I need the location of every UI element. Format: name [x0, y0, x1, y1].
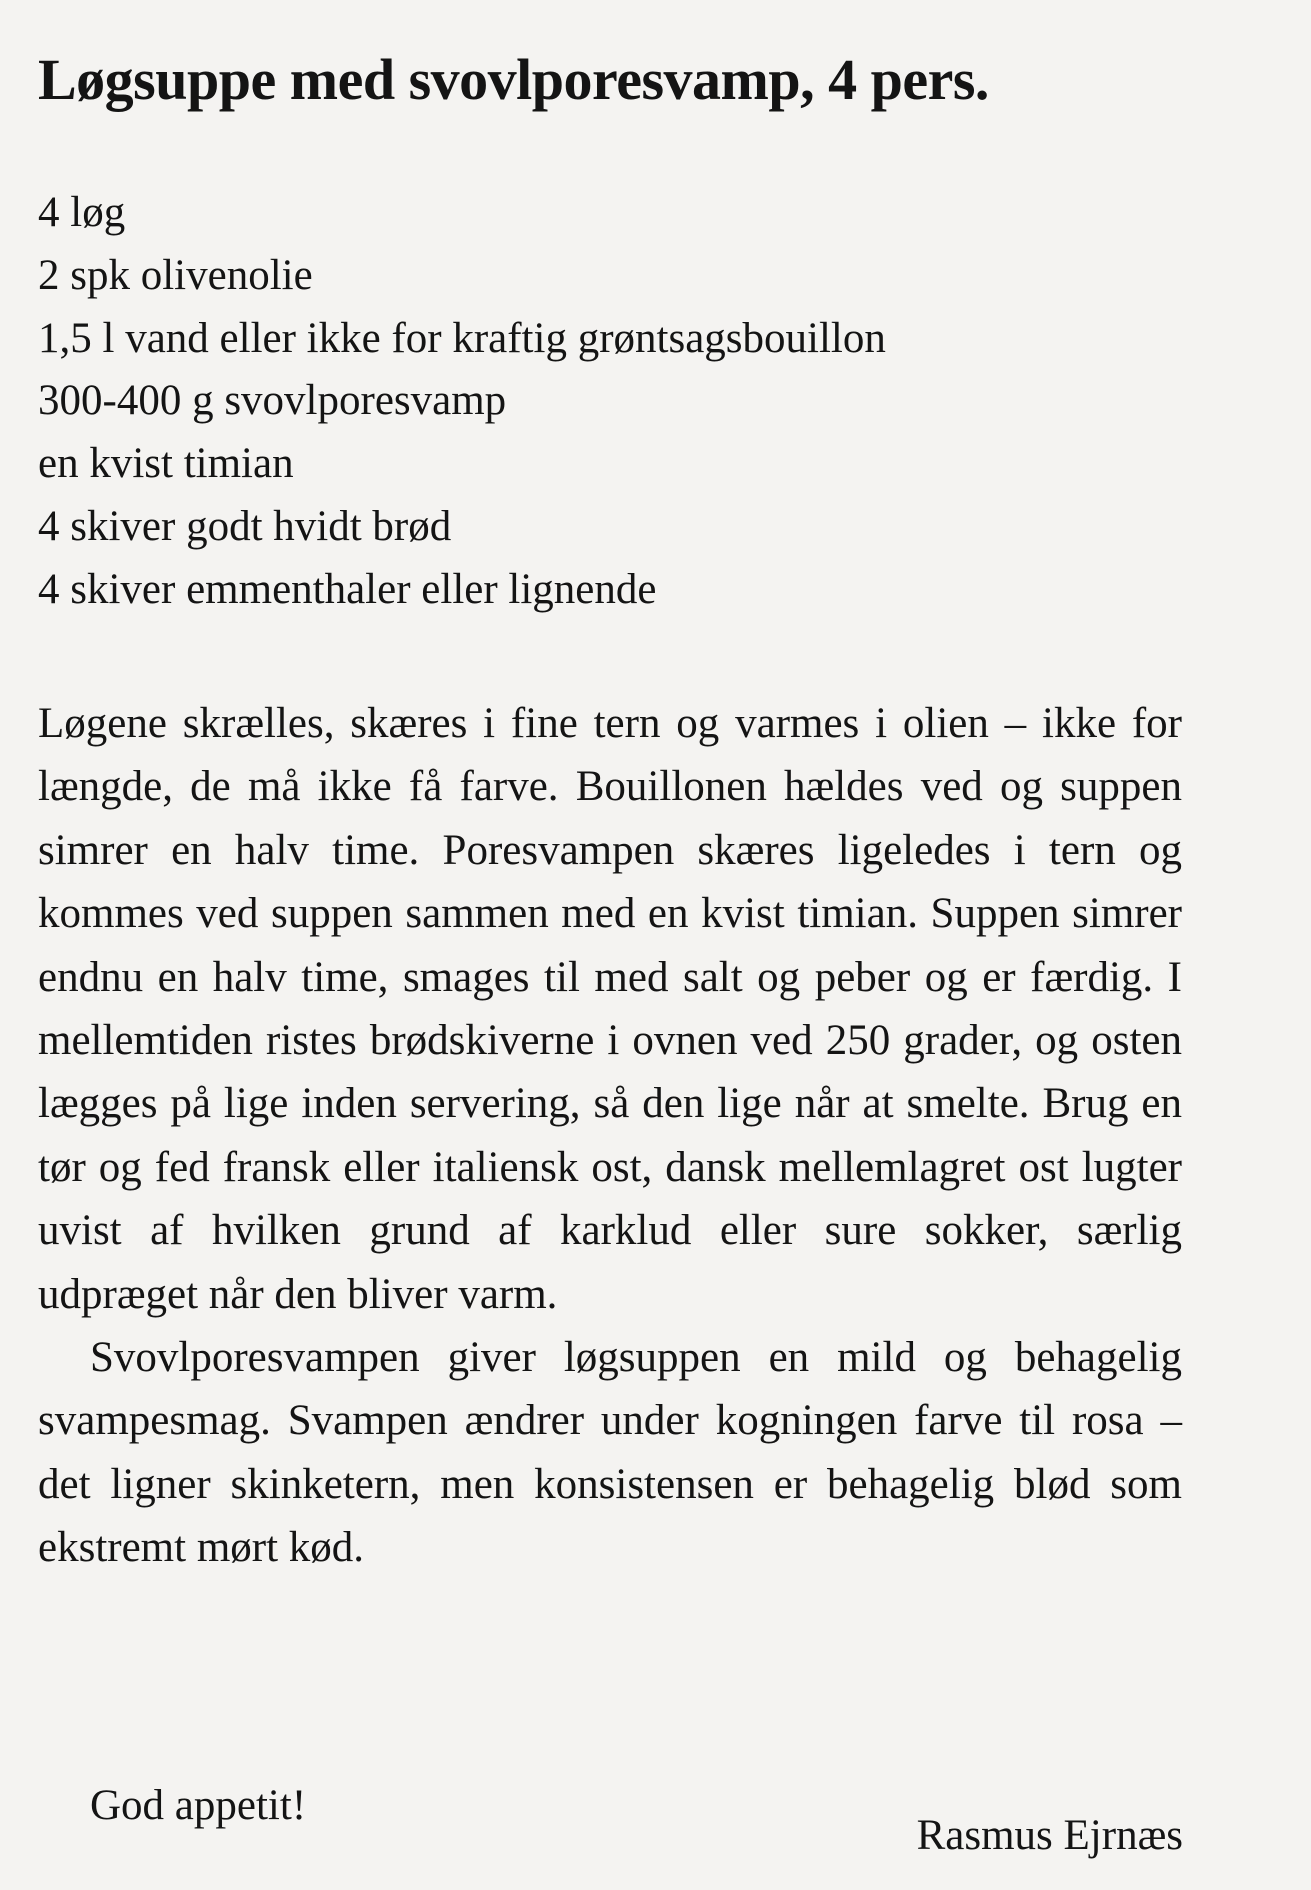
- ingredient-item: 4 skiver emmenthaler eller lignende: [38, 565, 657, 613]
- author-signature: Rasmus Ejrnæs: [916, 1812, 1183, 1859]
- ingredient-item: 1,5 l vand eller ikke for kraftig grøntsagsbouillon: [38, 314, 886, 362]
- recipe-title: Løgsuppe med svovlporesvamp, 4 pers.: [38, 47, 989, 112]
- ingredient-item: en kvist timian: [38, 440, 294, 488]
- instructions-paragraph: Løgene skrælles, skæres i fine tern og varmes i olien – ikke for længde, de må ikke få farve. Bouillonen hældes ved og suppen simrer en halv time. Poresvampen skæres ligeledes i tern og kommes ved suppen sammen med en kvist timian. Suppen simrer endnu en halv time, smages til med salt og peber og er færdig. I mellemtiden ristes brødskiverne i ovnen ved 250 grader, og osten lægges på lige inden servering, så den lige når at smelte. Brug en tør og fed fransk eller italiensk ost, dansk mellemlagret ost lugter uvist af hvilken grund af karklud eller sure sokker, særlig udpræget når den bliver varm.: [38, 700, 1182, 1318]
- ingredient-item: 2 spk olivenolie: [38, 251, 313, 299]
- ingredient-item: 4 skiver godt hvidt brød: [38, 502, 452, 550]
- ingredient-item: 4 løg: [38, 189, 126, 236]
- ingredient-list: [38, 182, 1238, 622]
- closing-line: God appetit!: [90, 1782, 307, 1829]
- description-paragraph: Svovlporesvampen giver løgsuppen en mild og behagelig svampesmag. Svampen ændrer under kogningen farve til rosa – det ligner skinketern, men konsistensen er behagelig blød som ekstremt mørt kød.: [38, 1334, 1182, 1572]
- ingredient-item: 300-400 g svovlporesvamp: [38, 377, 507, 425]
- recipe-instructions: [38, 692, 1182, 1580]
